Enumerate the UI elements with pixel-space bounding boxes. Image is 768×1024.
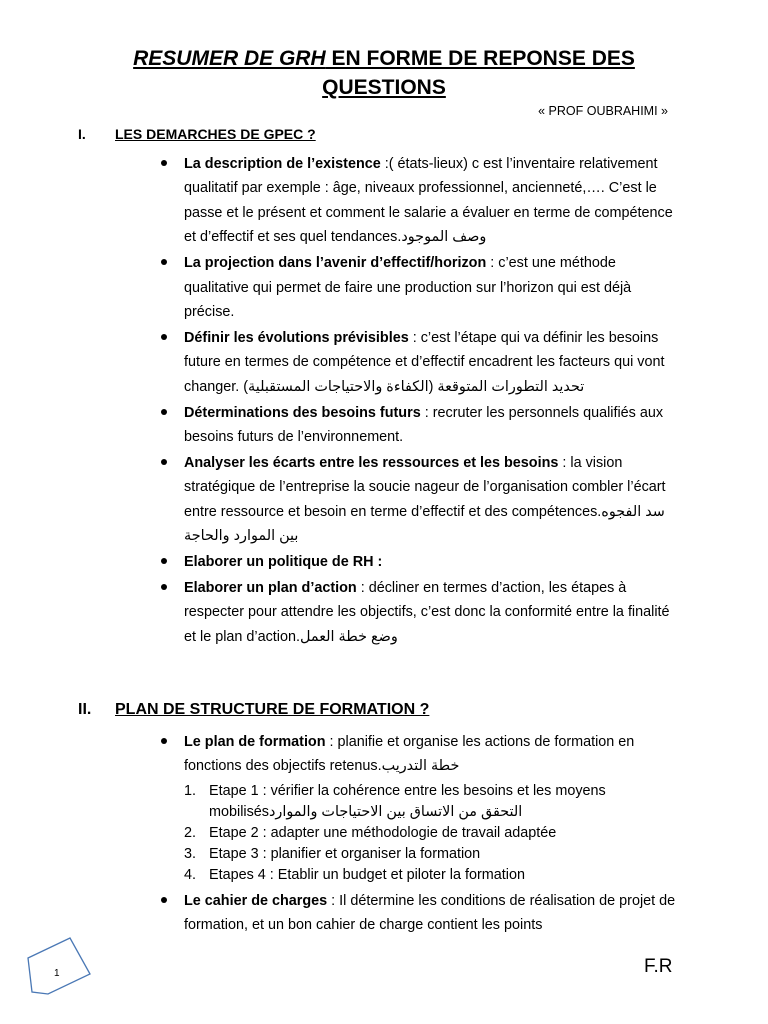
item-text: : décliner en termes d’action, les étapes à respecter pour attendre les objectifs, c’est donc la conformité entre la finalité et le plan d’action. [184, 579, 670, 645]
step-number: 1. [184, 782, 197, 799]
section2-number: II. [78, 701, 92, 718]
item-arabic: وضع خطة العمل [300, 628, 398, 645]
footer-initials: F.R [644, 956, 673, 977]
section1-number: I. [78, 126, 86, 142]
step-arabic: التحقق من الاتساق بين الاحتياجات والموارد [268, 803, 523, 820]
item-text: : Il détermine les conditions de réalisation de projet de formation, et un bon cahier de charge contient les points [184, 892, 676, 934]
author: « PROF OUBRAHIMI » [538, 104, 668, 118]
item-arabic: وصف الموجود [401, 229, 487, 246]
step-text: Etape 2 : adapter une méthodologie de travail adaptée [209, 824, 557, 841]
list-item [184, 889, 679, 938]
step-item [184, 781, 679, 823]
list-item [184, 451, 679, 549]
item-term: La description de l’existence [184, 156, 381, 172]
document-title [0, 44, 768, 102]
item-text: : planifie et organise les actions de formation en fonctions des objectifs retenus. [184, 734, 635, 775]
step-number: 2. [184, 824, 197, 841]
item-arabic: تحديد التطورات المتوقعة (الكفاءة والاحتياجات المستقبلية) [243, 378, 585, 395]
list-item [184, 730, 679, 779]
step-number: 3. [184, 845, 197, 862]
steps-list [184, 781, 679, 886]
section2-title: PLAN DE STRUCTURE DE FORMATION ? [115, 701, 430, 718]
item-text: :( états-lieux) c est l’inventaire relativement qualitatif par exemple : âge, niveaux professionnel, ancienneté,…. C’est le passe et le présent et comment le salarie a évaluer en terme de compétence et d’effectif et ses quel tendances. [184, 156, 673, 246]
section2-body [0, 730, 768, 939]
list-item [184, 550, 679, 574]
item-text: : c’est l’étape qui va définir les besoins future en termes de compétence et d’effectif encadrent les facteurs qui vont changer. [184, 329, 665, 395]
title-part1: RESUMER DE GRH [133, 47, 326, 70]
item-term: Déterminations des besoins futurs [184, 404, 421, 421]
item-term: Analyser les écarts entre les ressources et les besoins [184, 454, 559, 471]
item-arabic: سد الفجوه بين الموارد والحاجة [184, 503, 665, 545]
list-item [184, 576, 679, 649]
list-item [184, 251, 679, 324]
item-text: : la vision stratégique de l’entreprise la soucie nageur de l’organisation combler l’écart entre ressource et besoin en terme d’effectif et des compétences. [184, 454, 666, 520]
title-part2: EN FORME DE REPONSE DES [325, 47, 635, 70]
item-term: Elaborer un politique de RH : [184, 554, 383, 570]
title-line2: QUESTIONS [322, 76, 446, 99]
page-number: 1 [54, 968, 60, 979]
step-item [184, 844, 679, 865]
step-text: Etapes 4 : Etablir un budget et piloter la formation [209, 866, 525, 883]
section1-title: LES DEMARCHES DE GPEC ? [115, 126, 316, 142]
list-item [184, 326, 679, 399]
item-term: Le plan de formation [184, 734, 326, 750]
step-text: Etape 1 : vérifier la cohérence entre les besoins et les moyens mobilisés [209, 782, 606, 820]
item-term: Définir les évolutions prévisibles [184, 329, 409, 346]
item-text: : recruter les personnels qualifiés aux besoins futurs de l’environnement. [184, 404, 664, 445]
step-text: Etape 3 : planifier et organiser la formation [209, 845, 481, 862]
page-number-shape [24, 936, 96, 1000]
list-item [184, 152, 679, 250]
item-term: La projection dans l’avenir d’effectif/horizon [184, 255, 487, 272]
item-text: : c’est une méthode qualitative qui permet de faire une production sur l’horizon qui est déjà précise. [184, 255, 632, 320]
step-item [184, 865, 679, 886]
step-item [184, 823, 679, 844]
section1-list [0, 152, 768, 651]
list-item [184, 401, 679, 450]
step-number: 4. [184, 866, 197, 883]
item-term: Elaborer un plan d’action [184, 579, 357, 596]
item-term: Le cahier de charges [184, 892, 328, 909]
item-arabic: خطة التدريب [381, 758, 460, 775]
